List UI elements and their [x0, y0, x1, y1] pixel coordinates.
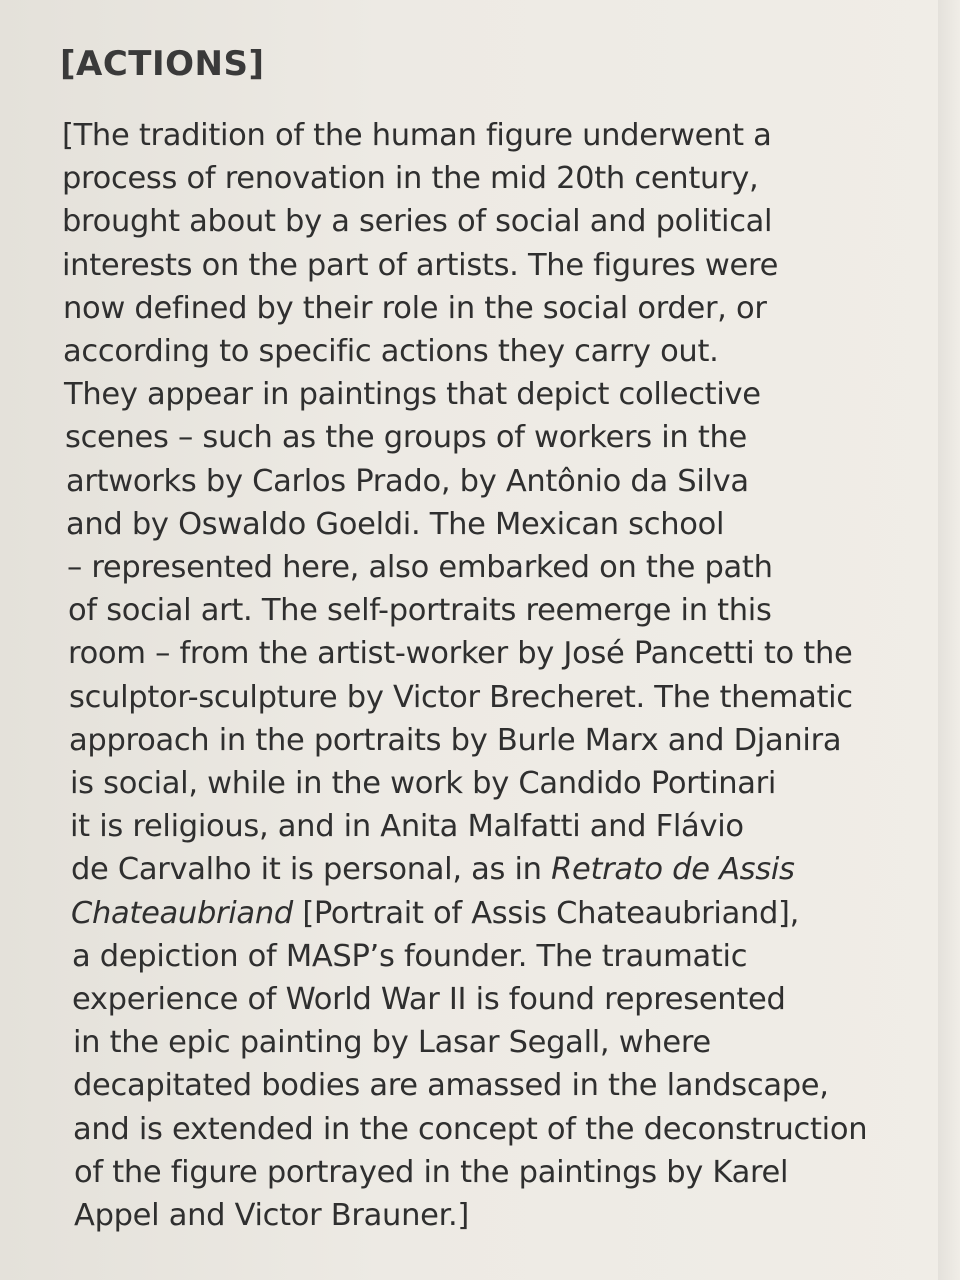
text-line: scenes – such as the groups of workers in the [65, 420, 748, 456]
text-line: it is religious, and in Anita Malfatti and Flávio [70, 809, 744, 845]
artwork-title: Retrato de Assis [551, 852, 795, 888]
text-line: [The tradition of the human figure underwent a [62, 118, 772, 153]
text-line: of social art. The self-portraits reemerge in this [68, 593, 772, 629]
text-line: decapitated bodies are amassed in the landscape, [73, 1068, 829, 1104]
text-line: process of renovation in the mid 20th century, [62, 161, 759, 197]
text-line: according to specific actions they carry out. [63, 334, 719, 370]
text-line: in the epic painting by Lasar Segall, where [73, 1025, 711, 1061]
artwork-title: Chateaubriand [71, 895, 293, 931]
text-line: a depiction of MASP’s founder. The traumatic [72, 938, 748, 974]
text-line: sculptor-sculpture by Victor Brecheret. The thematic [69, 679, 853, 715]
text-run: de Carvalho it is personal, as in [71, 852, 552, 888]
text-line: and by Oswaldo Goeldi. The Mexican school [66, 506, 725, 542]
text-line: They appear in paintings that depict collective [64, 377, 761, 413]
text-line: – represented here, also embarked on the path [67, 550, 773, 586]
text-line: interests on the part of artists. The figures were [62, 247, 779, 283]
text-line: and is extended in the concept of the deconstruction [73, 1111, 868, 1147]
text-line: is social, while in the work by Candido Portinari [70, 766, 777, 802]
text-line: of the figure portrayed in the paintings by Karel [74, 1154, 789, 1190]
text-line [62, 892, 942, 935]
text-line: experience of World War II is found represented [72, 982, 786, 1018]
text-line: room – from the artist-worker by José Pancetti to the [68, 636, 853, 672]
text-line: now defined by their role in the social order, or [63, 290, 767, 326]
text-line: artworks by Carlos Prado, by Antônio da Silva [66, 463, 749, 499]
text-line [62, 848, 942, 891]
text-line: brought about by a series of social and political [62, 204, 773, 240]
text-line: Appel and Victor Brauner.] [74, 1198, 469, 1234]
text-line: approach in the portraits by Burle Marx and Djanira [69, 722, 842, 758]
body-paragraph [62, 114, 942, 1237]
section-heading: [ACTIONS] [60, 44, 265, 84]
text-run: [Portrait of Assis Chateaubriand], [292, 895, 800, 931]
